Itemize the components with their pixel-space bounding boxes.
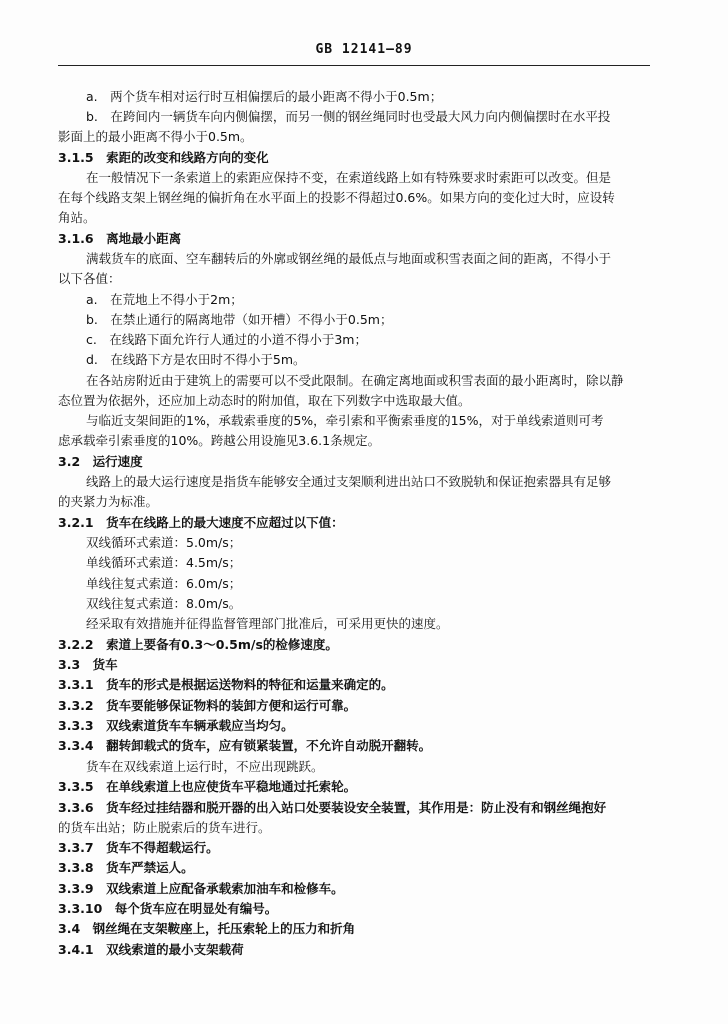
speed-item: 单线循环式索道：4.5m/s； — [86, 555, 242, 570]
speed-item: 双线循环式索道：5.0m/s； — [86, 535, 242, 550]
text-line: 在每个线路支架上钢丝绳的偏折角在水平面上的投影不得超过0.6%。如果方向的变化过大时，应设转 — [58, 190, 615, 205]
text-line: 的货车出站；防止脱索后的货车进行。 — [58, 820, 271, 835]
clause-line: 3.3.5 在单线索道上也应使货车平稳地通过托索轮。 — [58, 779, 357, 794]
text-line: 线路上的最大运行速度是指货车能够安全通过支架顺利进出站口不致脱轨和保证抱索器具有足够 — [86, 474, 612, 489]
clause-line: 3.4.1 双线索道的最小支架载荷 — [58, 942, 244, 957]
list-item: d. 在线路下方是农田时不得小于5m。 — [86, 352, 306, 367]
clause-line: 3.3.2 货车要能够保证物料的装卸方便和运行可靠。 — [58, 698, 357, 713]
text-line: 货车在双线索道上运行时，不应出现跳跃。 — [86, 759, 324, 774]
clause-line: 3.3.3 双线索道货车车辆承载应当均匀。 — [58, 718, 294, 733]
speed-item: 单线往复式索道：6.0m/s； — [86, 576, 242, 591]
section-heading: 3.3 货车 — [58, 657, 118, 672]
text-line: 在各站房附近由于建筑上的需要可以不受此限制。在确定离地面或积雪表面的最小距离时，除以静 — [86, 373, 624, 388]
page-header-standard-code: GB 12141—89 — [315, 42, 413, 57]
clause-line: 3.2.1 货车在线路上的最大速度不应超过以下值： — [58, 515, 344, 530]
clause-line: 3.3.9 双线索道上应配备承载索加油车和检修车。 — [58, 881, 344, 896]
list-item: b. 在禁止通行的隔离地带（如开槽）不得小于0.5m； — [86, 312, 393, 327]
text-line: 虑承载牵引索垂度的10%。跨越公用设施见3.6.1条规定。 — [58, 433, 381, 448]
header-rule — [58, 65, 650, 66]
text-line: 以下各值： — [58, 271, 121, 286]
clause-line: 3.2.2 索道上要备有0.3～0.5m/s的检修速度。 — [58, 637, 338, 652]
text-line: 满载货车的底面、空车翻转后的外廓或钢丝绳的最低点与地面或积雪表面之间的距离，不得小于 — [86, 251, 612, 266]
text-line: 经采取有效措施并征得监督管理部门批准后，可采用更快的速度。 — [86, 616, 449, 631]
section-heading: 3.2 运行速度 — [58, 454, 143, 469]
clause-line: 3.3.10 每个货车应在明显处有编号。 — [58, 901, 278, 916]
section-heading: 3.1.5 索距的改变和线路方向的变化 — [58, 150, 269, 165]
text-line: 态位置为依据外，还应加上动态时的附加值，取在下列数字中选取最大值。 — [58, 393, 471, 408]
clause-line: 3.3.7 货车不得超载运行。 — [58, 840, 219, 855]
clause-line: 3.3.6 货车经过挂结器和脱开器的出入站口处要装设安全装置，其作用是：防止没有和钢丝绳抱好 — [58, 800, 607, 815]
text-line: 与临近支架间距的1%，承载索垂度的5%，牵引索和平衡索垂度的15%，对于单线索道则可考 — [86, 413, 604, 428]
section-heading: 3.4 钢丝绳在支架鞍座上，托压索轮上的压力和折角 — [58, 921, 356, 936]
list-item: a. 在荒地上不得小于2m； — [86, 292, 243, 307]
text-line: 的夹紧力为标准。 — [58, 494, 159, 509]
text-line: 在一般情况下一条索道上的索距应保持不变，在索道线路上如有特殊要求时索距可以改变。但是 — [86, 170, 612, 185]
text-line: 角站。 — [58, 210, 96, 225]
section-heading: 3.1.6 离地最小距离 — [58, 231, 182, 246]
clause-line: 3.3.4 翻转卸载式的货车，应有锁紧装置，不允许自动脱开翻转。 — [58, 738, 432, 753]
text-line: b. 在跨间内一辆货车向内侧偏摆，而另一侧的钢丝绳同时也受最大风力向内侧偏摆时在水平投 — [86, 109, 611, 124]
clause-line: 3.3.8 货车严禁运人。 — [58, 860, 194, 875]
speed-item: 双线往复式索道：8.0m/s。 — [86, 596, 242, 611]
text-line: 影面上的最小距离不得小于0.5m。 — [58, 129, 253, 144]
text-line: a. 两个货车相对运行时互相偏摆后的最小距离不得小于0.5m； — [86, 89, 443, 104]
list-item: c. 在线路下面允许行人通过的小道不得小于3m； — [86, 332, 367, 347]
clause-line: 3.3.1 货车的形式是根据运送物料的特征和运量来确定的。 — [58, 677, 394, 692]
